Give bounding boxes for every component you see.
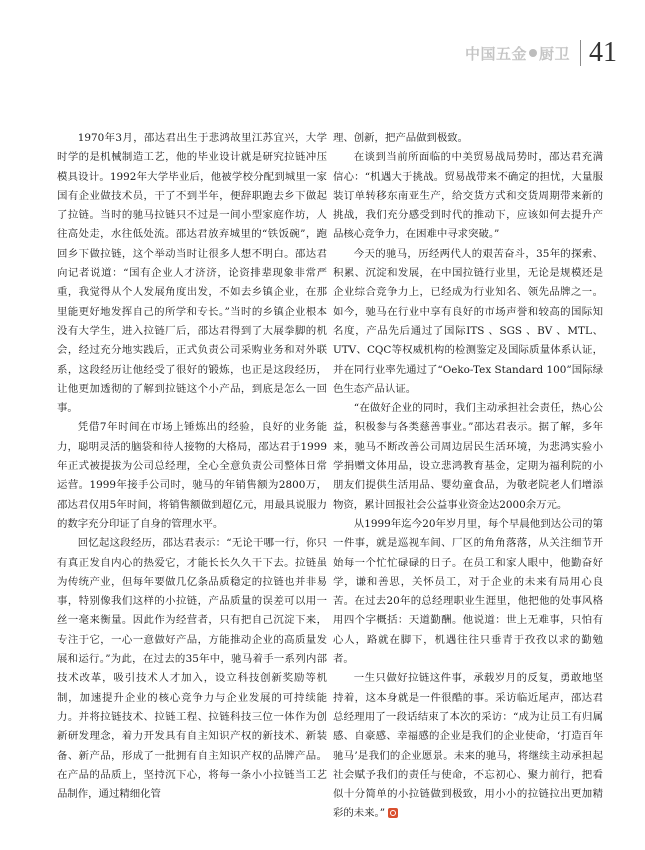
paragraph-continued: 理、创新，把产品做到极致。 (333, 132, 469, 144)
brand-text-sub: 厨卫 (538, 44, 570, 63)
paragraph: 回忆起这段经历，邵达君表示：“无论干哪一行，你只有真正发自内心的热爱它，才能长长久久干下去。拉链虽为传统产业，但每年要做几亿条品质稳定的拉链也并非易事，特别像我们这样的小拉链，产品质量的误差可以用一丝一毫来衡量。因此作为经营者，只有把自己沉淀下来，专注于它，一心一意做好产品，方能推动企业的高质量发展和运行。”为此，在过去的35年中，驰马着手一系列内部技术改革，吸引技术人才加入，设立科技创新奖励等机制，加速提升企业的核心竞争力与企业发展的可持续能力。并将拉链技术、拉链工程、拉链科技三位一体作为创新研发理念，着力开发具有自主知识产权的新技术、新装备、新产品，形成了一批拥有自主知识产权的品牌产品。在产品的品质上，坚持沉下心，将每一条小小拉链当工艺品制作，通过精细化管 (57, 537, 327, 801)
article-left-column (57, 129, 327, 804)
magazine-brand (465, 43, 570, 64)
paragraph: 凭借7年时间在市场上锤炼出的经验，良好的业务能力，聪明灵活的脑袋和待人接物的大格局，邵达君于1999年正式被提拔为公司总经理，全心全意负责公司整体日常运营。1999年接手公司时，驰马的年销售额为2800万，邵达君仅用5年时间，将销售额做到超亿元，用最具说服力的数字充分印证了自身的管理水平。 (57, 421, 327, 530)
header-divider (580, 40, 581, 66)
page-header (465, 38, 617, 68)
paragraph-final (333, 669, 603, 823)
final-paragraph-text: 一生只做好拉链这件事，承载岁月的反复，勇敢地坚持着，这本身就是一件很酷的事。采访临近尾声，邵达君总经理用了一段话结束了本次的采访：“成为让员工有归属感、自豪感、幸福感的企业是我们的企业使命，‘打造百年驰马’是我们的企业愿景。未来的驰马，将继续主动承担起社会赋予我们的责任与使命，不忘初心、聚力前行，把看似十分简单的小拉链做到极致，用小小的拉链拉出更加精彩的未来。” (333, 672, 603, 820)
paragraph: 1970年3月，邵达君出生于悲鸿故里江苏宜兴，大学时学的是机械制造工艺，他的毕业设计就是研究拉链冲压模具设计。1992年大学毕业后，他被学校分配到城里一家国有企业做技术员，干了不到半年，便辞职跑去乡下做起了拉链。当时的驰马拉链只不过是一间小型家庭作坊，人往高处走，水往低处流。邵达君放弃城里的“铁饭碗”，跑回乡下做拉链，这个举动当时让很多人想不明白。邵达君向记者说道：“国有企业人才济济，论资排辈现象非常严重，我觉得从个人发展角度出发，不如去乡镇企业，在那里能更好地发挥自己的所学和专长。”当时的乡镇企业根本没有大学生，进入拉链厂后，邵达君得到了大展拳脚的机会，经过充分地实践后，正式负责公司采购业务和对外联系，这段经历让他经受了很好的锻炼，也正是这段经历，让他更加透彻的了解到拉链这个小产品，到底是怎么一回事。 (57, 132, 327, 415)
article-end-icon (388, 808, 398, 818)
page-number: 41 (589, 37, 617, 68)
brand-text-main: 中国五金 (464, 44, 527, 63)
paragraph: “在做好企业的同时，我们主动承担社会责任，热心公益，积极参与各类慈善事业。”邵达君表示。据了解，多年来，驰马不断改善公司周边居民生活环境，为悲鸿实验小学捐赠文体用品，设立悲鸿教育基金，定期为福利院的小朋友们提供生活用品、婴幼童食品，为敬老院老人们增添物资，累计回报社会公益事业资金达2000余万元。 (333, 402, 603, 511)
article-right-column (333, 129, 603, 824)
paragraph: 从1999年迄今20年岁月里，每个早晨他到达公司的第一件事，就是巡视车间、厂区的角角落落，从关注细节开始每一个忙忙碌碌的日子。在员工和家人眼中，他勤奋好学，谦和善思，关怀员工，对于企业的未来有局用心良苦。在过去20年的总经理职业生涯里，他把他的处事风格用四个字概括：天道勤酬。他说道：世上无难事，只怕有心人，路就在脚下，机遇往往只垂青于孜孜以求的勤勉者。 (333, 517, 603, 666)
brand-dot-icon (529, 49, 537, 57)
paragraph: 在谈到当前所面临的中美贸易战局势时，邵达君充满信心：“机遇大于挑战。贸易战带来不确定的担忧，大量服装订单转移东南亚生产，给交货方式和交货周期带来新的挑战，我们充分感受到时代的推动下，应该如何去提升产品核心竞争力，在困难中寻求突破。” (333, 151, 603, 241)
paragraph: 今天的驰马，历经两代人的艰苦奋斗，35年的探索、积累、沉淀和发展，在中国拉链行业里，无论是规模还是企业综合竞争力上，已经成为行业知名、领先品牌之一。如今，驰马在行业中享有良好的市场声誉和较高的国际知名度，产品先后通过了国际ITS 、SGS 、BV 、MTL、UTV、CQC等权威机构的检测鉴定及国际质量体系认证，并在同行业率先通过了“Oeko-Tex Standard 100”国际绿色生态产品认证。 (333, 247, 603, 395)
